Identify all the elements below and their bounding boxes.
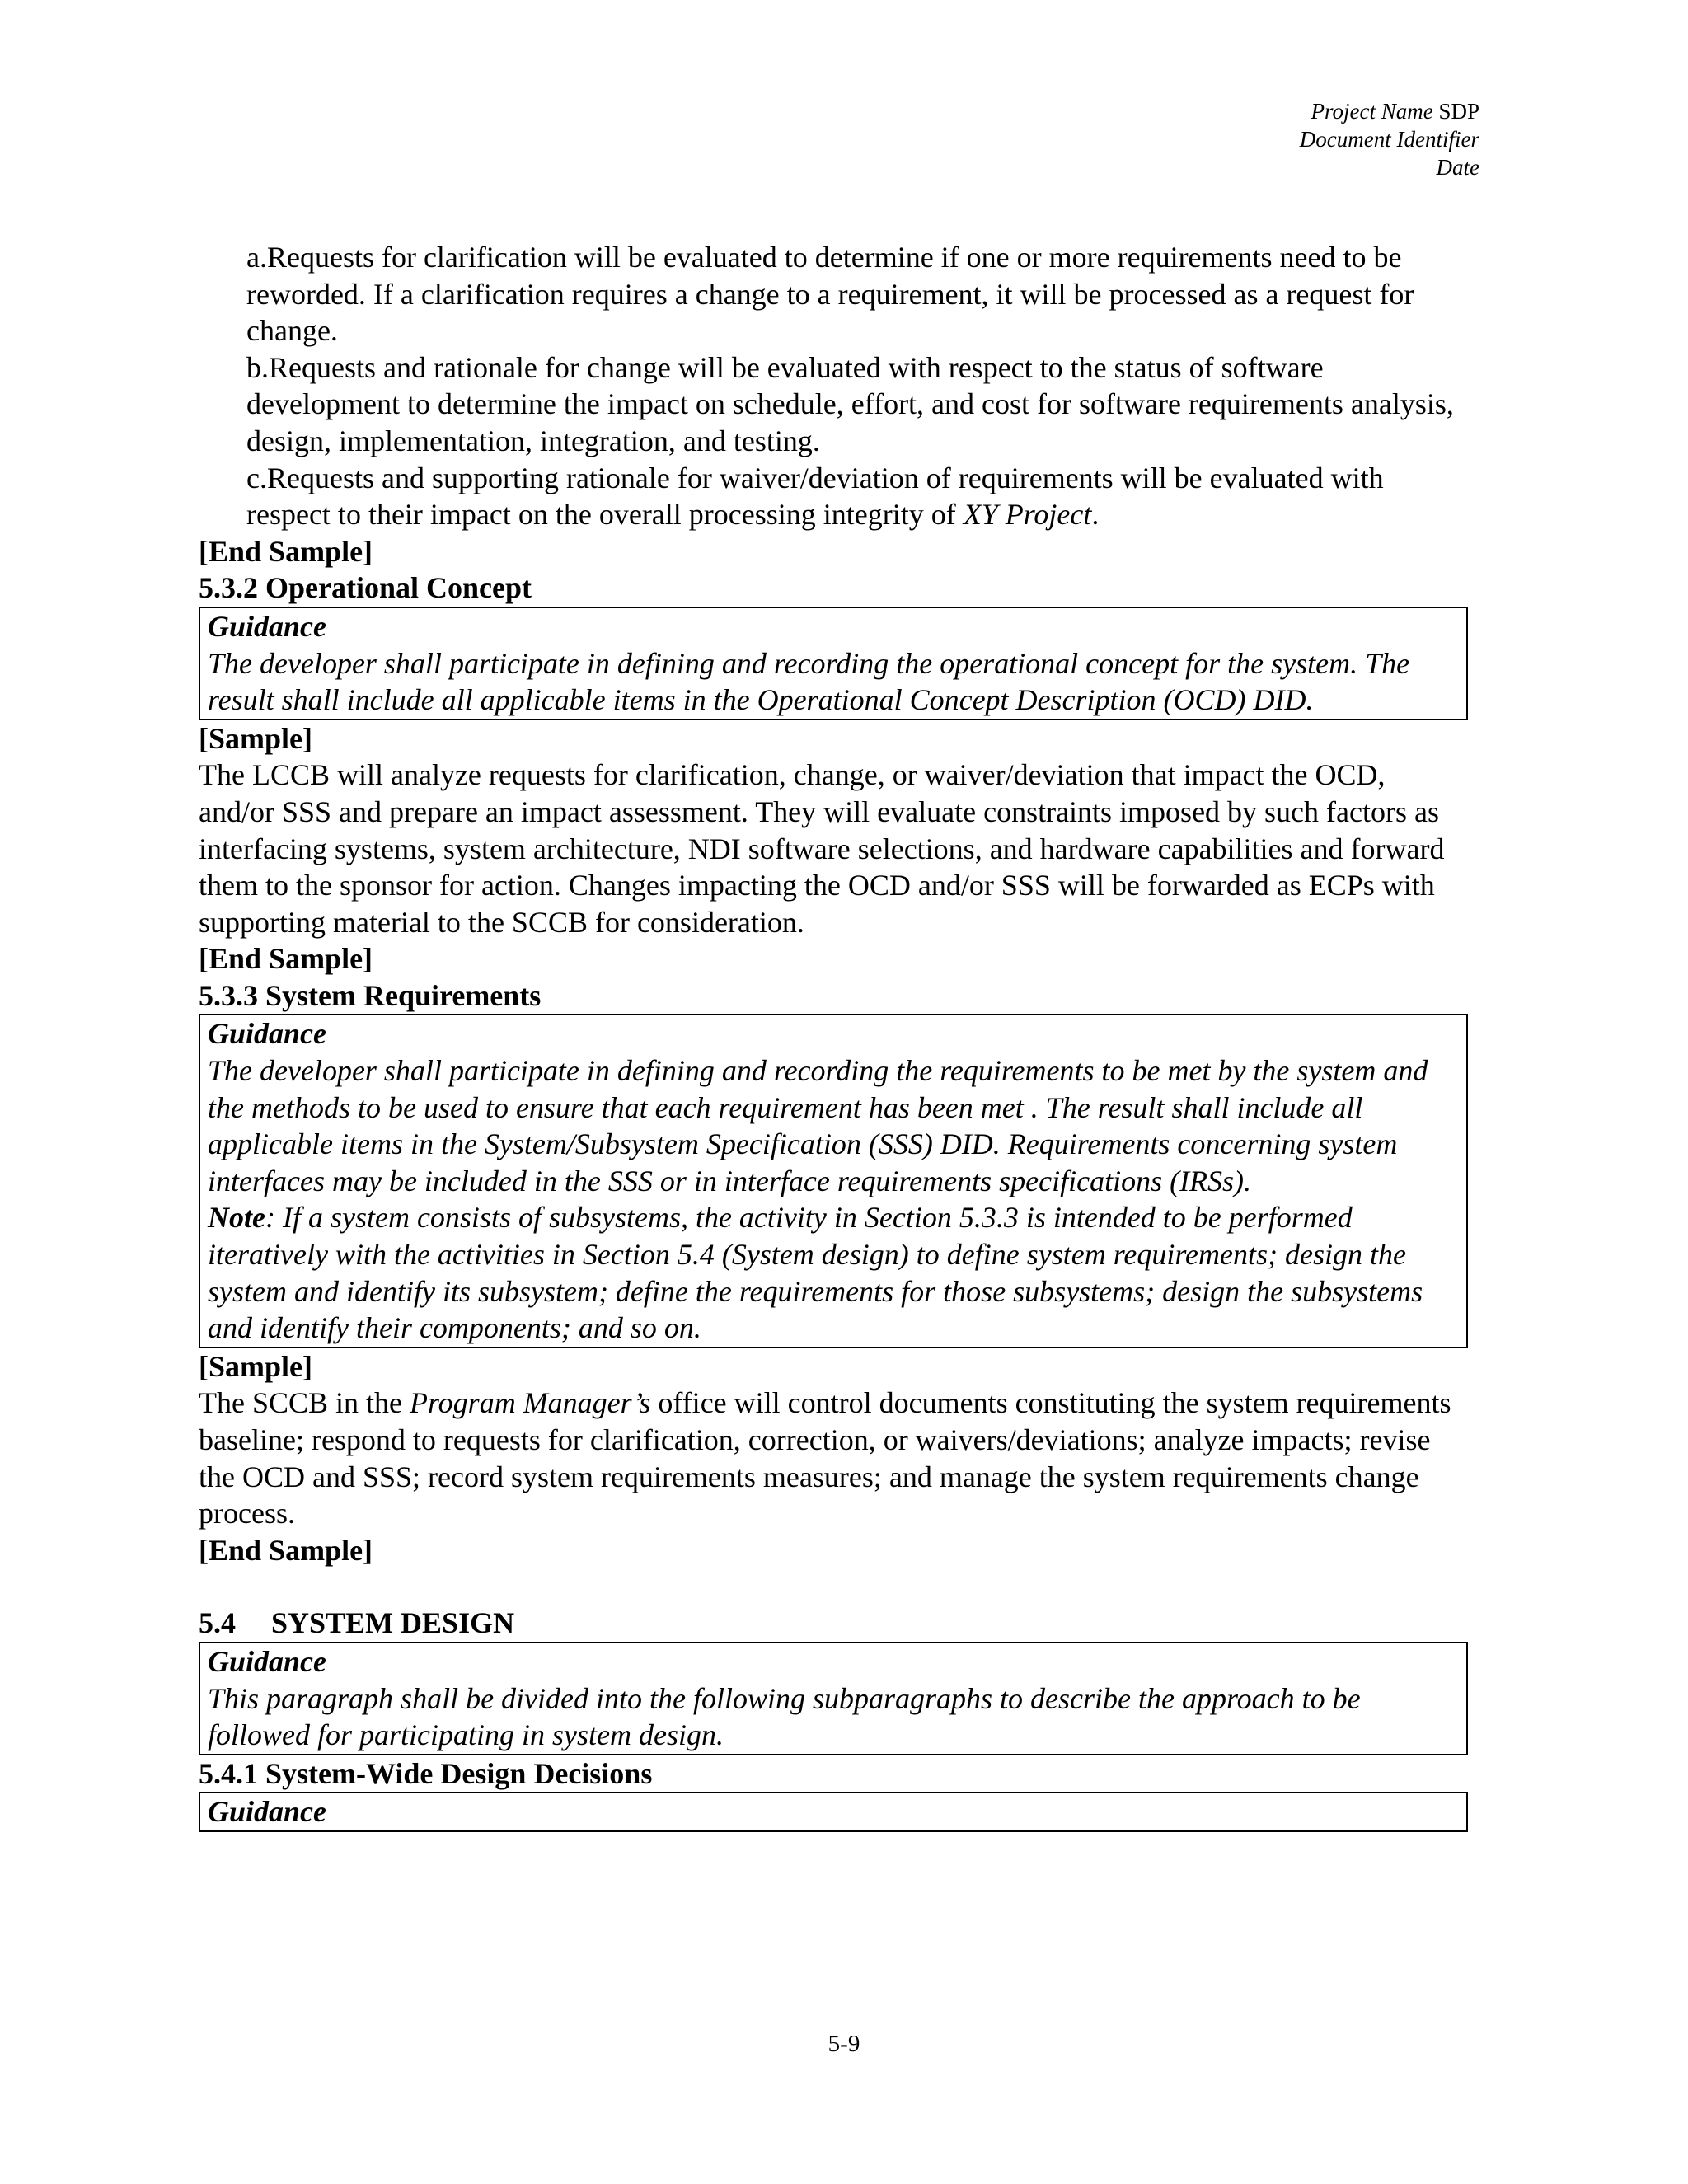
guidance-title: Guidance — [208, 1017, 326, 1051]
end-sample-marker: [End Sample] — [199, 1533, 373, 1567]
intro-item-c-project: XY Project — [963, 498, 1092, 532]
note-label: Note — [208, 1201, 265, 1235]
intro-item-b: b.Requests and rationale for change will be evaluated with respect to the status of software development to determine the impact on schedule, effort, and cost for software requirements analysis, design, implementation, integration, and testing. — [246, 350, 1454, 457]
section-5-4-1-heading: 5.4.1 System-Wide Design Decisions — [199, 1756, 653, 1790]
section-5-3-3-heading: 5.3.3 System Requirements — [199, 978, 542, 1012]
document-body — [199, 239, 1468, 1832]
guidance-box-5-4-1 — [199, 1792, 1468, 1832]
sample-text-start: The SCCB in the — [199, 1386, 403, 1420]
guidance-box-5-4 — [199, 1642, 1468, 1755]
guidance-box-5-3-3 — [199, 1014, 1468, 1347]
section-5-4-heading — [199, 1605, 1468, 1642]
sample-text-5-3-3 — [199, 1385, 1468, 1531]
section-5-3-2-heading: 5.3.2 Operational Concept — [199, 571, 532, 605]
section-5-4-title: SYSTEM DESIGN — [271, 1606, 515, 1640]
note-text: : If a system consists of subsystems, the activity in Section 5.3.3 is intended to be performed iteratively with the activities in Section 5.4 (System design) to define system requirements; design the system and identify its subsystem; define the requirements for those subsystems; design the subsystems and identify their components; and so on. — [208, 1201, 1423, 1345]
header-project-line — [1300, 97, 1479, 125]
sample-text-program-manager: Program Manager’s — [410, 1386, 651, 1420]
intro-item-c — [246, 460, 1468, 533]
guidance-title: Guidance — [208, 609, 326, 643]
page-header — [1300, 97, 1479, 181]
header-document-identifier: Document Identifier — [1299, 127, 1479, 152]
guidance-text-5-3-2: The developer shall participate in defining and recording the operational concept for the system. The result shall include all applicable items in the Operational Concept Description (OCD) DID. — [208, 646, 1410, 717]
header-project-name: Project Name — [1311, 99, 1433, 124]
sample-text-rest: office will control documents constituting the system requirements baseline; respond to requests for clarification, correction, or waivers/deviations; analyze impacts; revise the OCD and SSS; record system requirements measures; and manage the system requirements change process. — [199, 1386, 1451, 1530]
sample-marker: [Sample] — [199, 1349, 312, 1383]
sample-text-5-3-2: The LCCB will analyze requests for clarification, change, or waiver/deviation that impact the OCD, and/or SSS and prepare an impact assessment. They will evaluate constraints imposed by such factors as interfacing systems, system architecture, NDI software selections, and hardware capabilities and forward them to the sponsor for action. Changes impacting the OCD and/or SSS will be forwarded as ECPs with supporting material to the SCCB for consideration. — [199, 758, 1445, 939]
sample-marker: [Sample] — [199, 721, 312, 755]
end-sample-marker: [End Sample] — [199, 942, 373, 976]
guidance-note-5-3-3 — [208, 1199, 1460, 1346]
end-sample-marker: [End Sample] — [199, 534, 373, 568]
guidance-title: Guidance — [208, 1795, 326, 1829]
intro-item-a: a.Requests for clarification will be evaluated to determine if one or more requirements need to be reworded. If a clarification requires a change to a requirement, it will be processed as a request for change. — [246, 241, 1414, 348]
guidance-title: Guidance — [208, 1644, 326, 1678]
guidance-text-5-4: This paragraph shall be divided into the following subparagraphs to describe the approach to be followed for participating in system design. — [208, 1681, 1361, 1752]
guidance-text-5-3-3: The developer shall participate in defining and recording the requirements to be met by the system and the methods to be used to ensure that each requirement has been met . The result shall include all applicable items in the System/Subsystem Specification (SSS) DID. Requirements concerning system interfaces may be included in the SSS or in interface requirements specifications (IRSs). — [208, 1054, 1428, 1197]
section-5-4-number: 5.4 — [199, 1606, 236, 1640]
intro-item-c-end: . — [1091, 498, 1100, 532]
header-date: Date — [1436, 155, 1479, 180]
guidance-box-5-3-2 — [199, 607, 1468, 720]
page-number: 5-9 — [828, 2031, 860, 2057]
header-sdp: SDP — [1438, 99, 1479, 124]
intro-item-c-text: c.Requests and supporting rationale for waiver/deviation of requirements will be evaluated with respect to their impact on the overall processing integrity of — [246, 461, 1384, 532]
